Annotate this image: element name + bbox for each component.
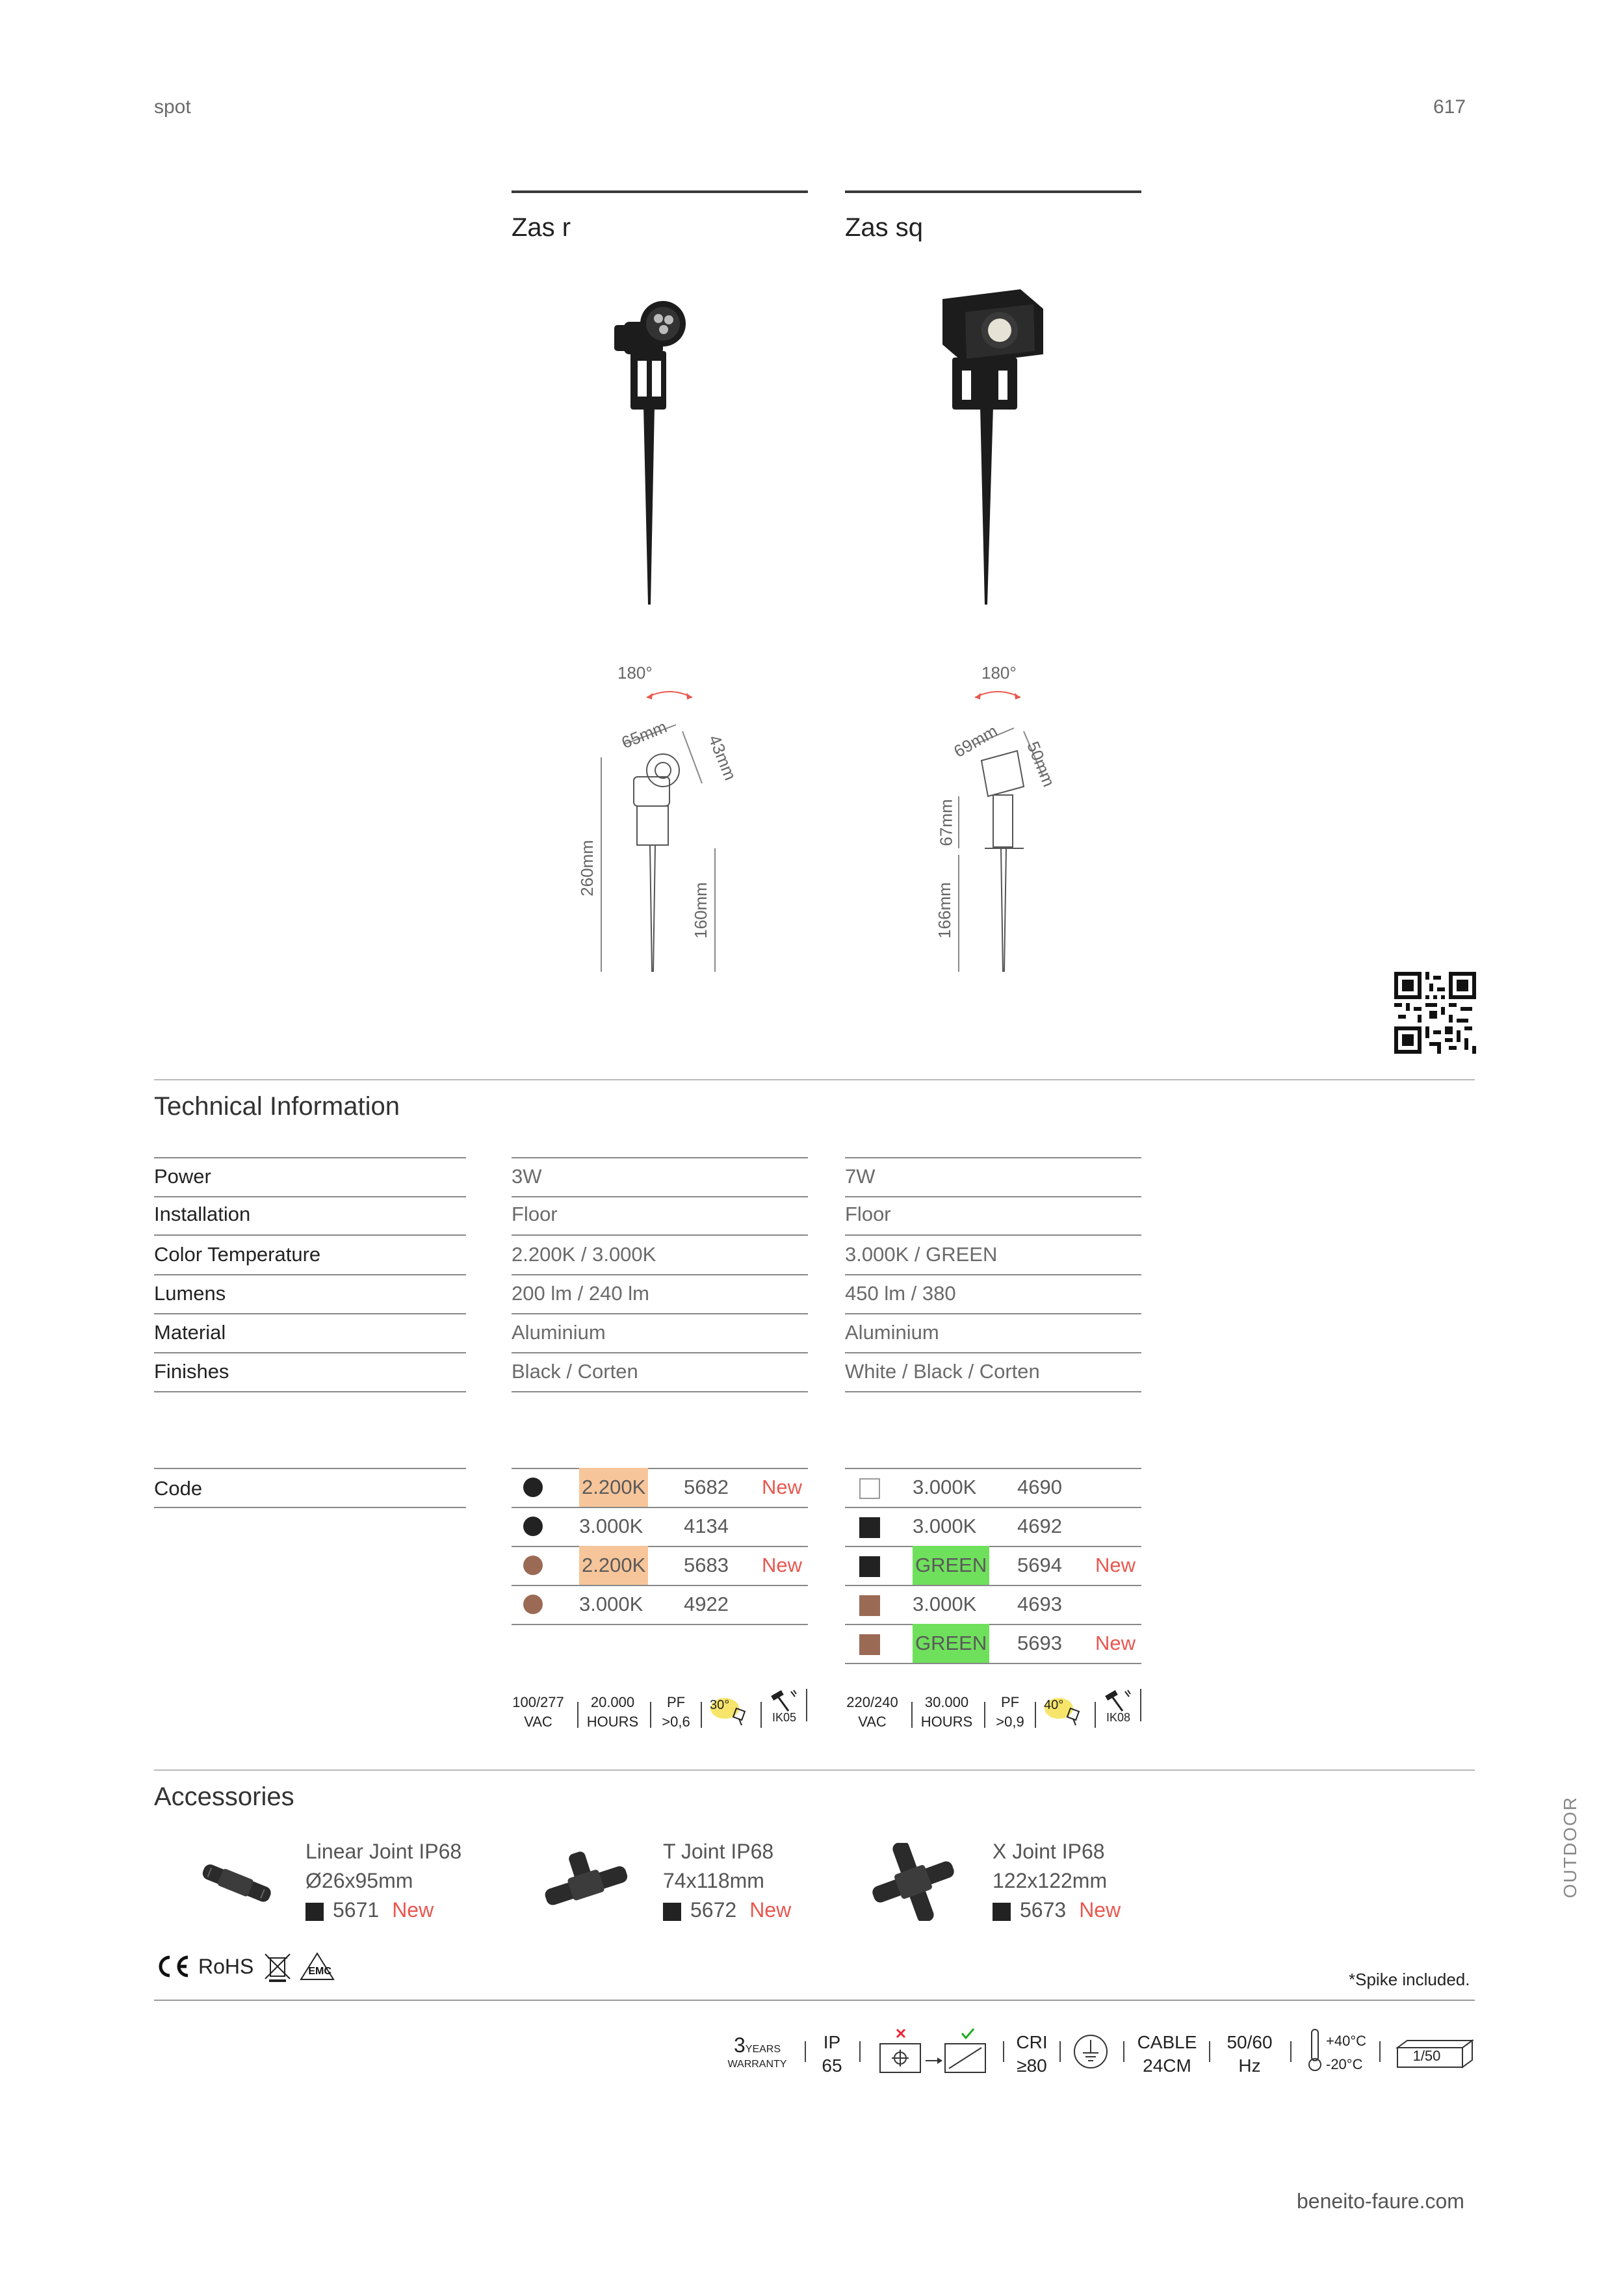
new-badge: New <box>1079 1898 1121 1922</box>
code-row <box>845 1546 1141 1585</box>
finish-swatch <box>305 1903 324 1921</box>
frequency: 50/60 Hz <box>1227 2032 1273 2076</box>
spec-b-installation: Floor <box>845 1203 891 1225</box>
spec-b-material: Aluminium <box>845 1321 939 1344</box>
product-b-rule <box>845 190 1141 193</box>
qr-code[interactable] <box>1394 972 1476 1054</box>
rohs-label: RoHS <box>198 1954 254 1978</box>
power-factor-a: PF >0,6 <box>662 1694 690 1730</box>
t-joint-image <box>539 1846 630 1918</box>
spec-a-finishes: Black / Corten <box>512 1360 638 1383</box>
spec-a-power: 3W <box>512 1165 542 1188</box>
accessory-3-name: X Joint IP68 <box>993 1840 1105 1863</box>
code-color-temp: GREEN <box>913 1546 989 1585</box>
voltage-a: 100/277 VAC <box>512 1694 564 1730</box>
accessory-2-code: 5672 <box>690 1898 737 1922</box>
spec-label-installation: Installation <box>154 1203 251 1225</box>
new-badge: New <box>392 1898 434 1922</box>
code-color-temp: 2.200K <box>579 1468 648 1507</box>
code-row <box>845 1585 1141 1624</box>
spec-a-color-temp: 2.200K / 3.000K <box>512 1243 656 1266</box>
spec-label-power: Power <box>154 1165 211 1188</box>
pack-quantity: 1/50 <box>1412 2048 1441 2064</box>
new-badge: New <box>762 1554 803 1576</box>
section-header: spot <box>154 96 191 118</box>
new-badge: New <box>1095 1632 1136 1654</box>
beam-angle-a: 30° <box>710 1698 730 1712</box>
voltage-b: 220/240 VAC <box>846 1694 898 1730</box>
code-row <box>512 1507 808 1546</box>
accessory-1-code: 5671 <box>333 1898 380 1922</box>
code-number: 5694 <box>1017 1554 1062 1576</box>
code-color-temp: 3.000K <box>579 1515 643 1537</box>
accessories-title: Accessories <box>154 1782 294 1811</box>
spec-b-finishes: White / Black / Corten <box>845 1360 1040 1383</box>
accessory-1-size: Ø26x95mm <box>305 1869 413 1892</box>
code-row <box>512 1585 808 1624</box>
accessory-1-name: Linear Joint IP68 <box>305 1840 462 1863</box>
spec-b-color-temp: 3.000K / GREEN <box>845 1243 998 1266</box>
zas-sq-product-image <box>936 286 1053 611</box>
ik-rating-a: IK05 <box>772 1711 797 1724</box>
zas-r-total-label: 260mm <box>577 840 597 896</box>
zas-sq-top-label: 67mm <box>936 799 956 846</box>
spec-b-lumens: 450 lm / 380 <box>845 1282 956 1305</box>
spike-note: *Spike included. <box>1349 1970 1470 1989</box>
accessory-2-size: 74x118mm <box>663 1869 764 1892</box>
zas-r-head-label: 43mm <box>705 732 741 783</box>
code-color-temp: 2.200K <box>579 1546 648 1585</box>
zas-sq-width-label: 69mm <box>950 721 1001 762</box>
zas-r-spike-label: 160mm <box>690 882 710 939</box>
page-number: 617 <box>1433 96 1466 118</box>
spec-label-color-temp: Color Temperature <box>154 1243 321 1266</box>
spec-label-finishes: Finishes <box>154 1360 229 1383</box>
finish-swatch-square <box>859 1517 880 1538</box>
x-joint-image <box>868 1843 959 1921</box>
footer-divider <box>154 2000 1475 2001</box>
code-color-temp: 3.000K <box>913 1515 977 1537</box>
finish-swatch-square <box>859 1556 880 1577</box>
new-badge: New <box>762 1476 803 1498</box>
website-link[interactable]: beneito-faure.com <box>1297 2189 1464 2213</box>
finish-swatch-dot <box>523 1556 543 1575</box>
lifetime-b: 30.000 HOURS <box>920 1694 973 1730</box>
certifications <box>154 1950 335 1983</box>
code-row <box>512 1468 808 1507</box>
finish-swatch-square <box>859 1478 880 1499</box>
section-divider <box>154 1079 1475 1080</box>
temperature-range: +40°C -20°C <box>1326 2033 1367 2072</box>
code-label: Code <box>154 1477 203 1500</box>
spec-a-lumens: 200 lm / 240 lm <box>512 1282 649 1305</box>
new-badge: New <box>1095 1554 1136 1576</box>
beam-angle-b: 40° <box>1044 1698 1064 1712</box>
section-divider <box>154 1769 1475 1771</box>
code-row <box>845 1507 1141 1546</box>
spec-a-material: Aluminium <box>512 1321 606 1344</box>
product-a-rule <box>512 190 808 193</box>
zas-sq-head-label: 50mm <box>1023 738 1059 790</box>
spec-label-lumens: Lumens <box>154 1282 226 1305</box>
accessory-2-text <box>663 1837 791 1925</box>
code-color-temp: GREEN <box>913 1624 989 1663</box>
code-row <box>512 1546 808 1585</box>
installation-surface-icon <box>872 2027 996 2079</box>
code-number: 5683 <box>684 1554 729 1576</box>
emc-label: EMC <box>308 1966 331 1977</box>
finish-swatch-dot <box>523 1517 543 1536</box>
zas-sq-rotation-label: 180° <box>981 663 1017 683</box>
code-color-temp: 3.000K <box>913 1593 977 1615</box>
code-number: 5693 <box>1017 1632 1062 1654</box>
zas-r-dimension-drawing <box>572 653 741 985</box>
ground-icon <box>1072 2033 1109 2070</box>
zas-r-product-image <box>601 286 718 611</box>
lifetime-a: 20.000 HOURS <box>586 1694 639 1730</box>
spec-a-installation: Floor <box>512 1203 558 1225</box>
zas-sq-spike-label: 166mm <box>934 882 954 939</box>
side-category-label: OUTDOOR <box>1560 1795 1580 1898</box>
accessory-3-code: 5673 <box>1020 1898 1067 1922</box>
ce-mark-icon <box>154 1953 193 1979</box>
code-color-temp: 3.000K <box>579 1593 643 1615</box>
thermometer-icon <box>1306 2027 1323 2072</box>
zas-r-width-label: 65mm <box>618 716 670 753</box>
code-number: 5682 <box>684 1476 729 1498</box>
code-number: 4692 <box>1017 1515 1062 1537</box>
finish-swatch-square <box>859 1634 880 1655</box>
code-number: 4922 <box>684 1593 729 1615</box>
spec-label-material: Material <box>154 1321 226 1344</box>
warranty: 3YEARS WARRANTY <box>727 2033 787 2070</box>
linear-joint-image <box>195 1853 279 1911</box>
cri-rating: CRI ≥80 <box>1016 2032 1048 2076</box>
ip-rating: IP 65 <box>822 2032 842 2076</box>
finish-swatch-dot <box>523 1595 543 1614</box>
technical-info-title: Technical Information <box>154 1092 400 1121</box>
zas-r-rotation-label: 180° <box>617 663 653 683</box>
spec-b-power: 7W <box>845 1165 876 1188</box>
code-color-temp: 3.000K <box>913 1476 977 1498</box>
product-title-zas-sq: Zas sq <box>845 213 924 242</box>
code-number: 4134 <box>684 1515 729 1537</box>
new-badge: New <box>749 1898 792 1922</box>
code-row-divider <box>512 1624 808 1625</box>
ik-rating-b: IK08 <box>1106 1711 1131 1724</box>
code-row <box>845 1624 1141 1663</box>
finish-swatch-square <box>859 1595 880 1616</box>
accessory-2-name: T Joint IP68 <box>663 1840 774 1863</box>
code-number: 4693 <box>1017 1593 1062 1615</box>
code-row-divider <box>845 1663 1141 1664</box>
accessory-1-text <box>305 1837 461 1925</box>
power-factor-b: PF >0,9 <box>996 1694 1024 1730</box>
cable-length: CABLE 24CM <box>1137 2032 1197 2076</box>
product-title-zas-r: Zas r <box>512 213 571 242</box>
weee-bin-icon <box>261 1950 294 1983</box>
code-row <box>845 1468 1141 1507</box>
code-number: 4690 <box>1017 1476 1062 1498</box>
accessory-3-text <box>993 1837 1121 1925</box>
emc-icon <box>299 1951 335 1981</box>
finish-swatch-dot <box>523 1478 543 1497</box>
accessory-3-size: 122x122mm <box>993 1869 1108 1892</box>
finish-swatch <box>663 1903 681 1921</box>
finish-swatch <box>993 1903 1011 1921</box>
